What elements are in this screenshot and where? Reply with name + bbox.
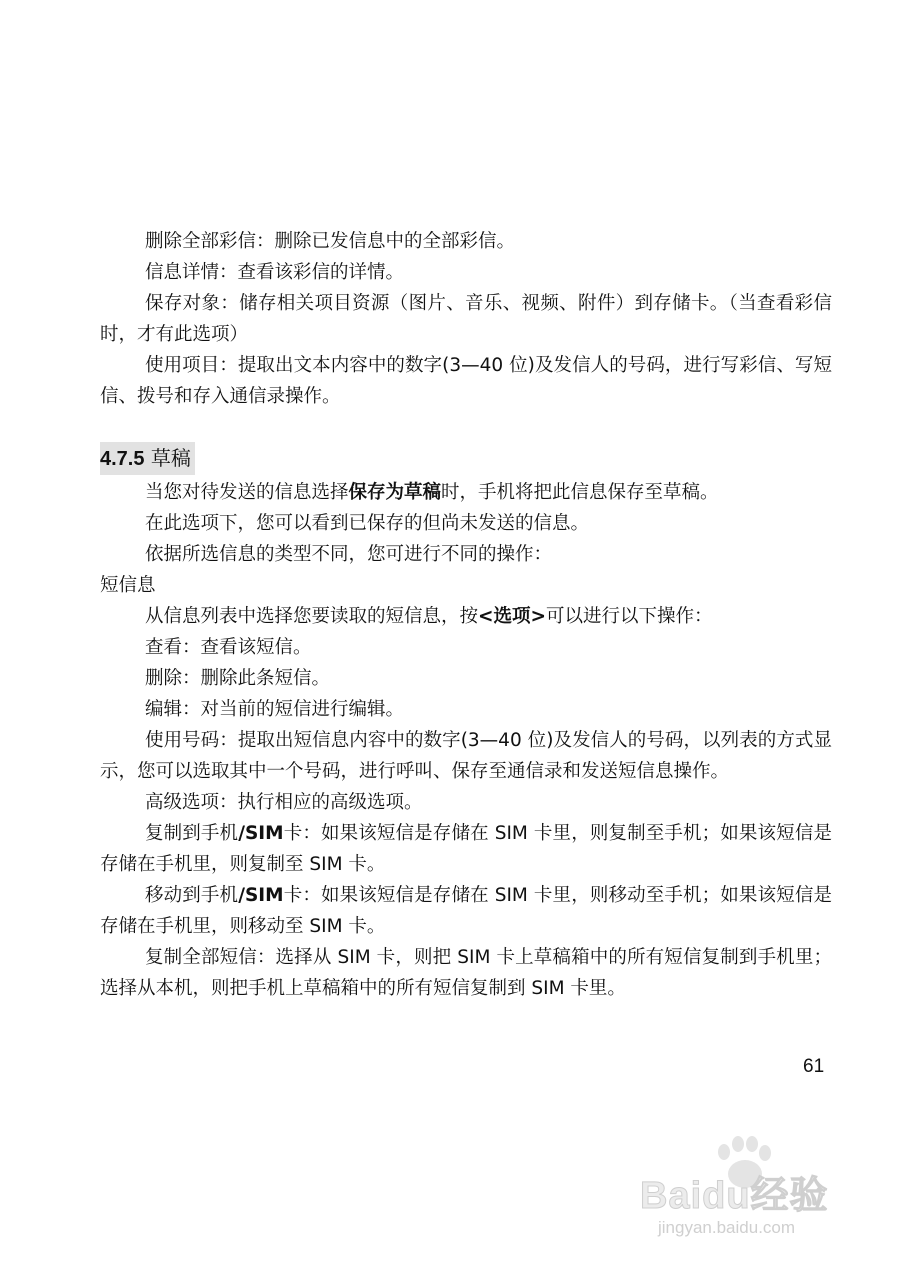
term: 删除： <box>145 668 201 689</box>
paragraph-save-object <box>100 288 832 350</box>
description: 删除已发信息中的全部彩信。 <box>274 231 516 252</box>
paragraph-draft-view: 在此选项下，您可以看到已保存的但尚未发送的信息。 <box>145 513 590 534</box>
term: 移动到手机 <box>145 885 239 906</box>
item-delete <box>100 663 832 694</box>
term: 高级选项： <box>145 792 238 813</box>
watermark-url: jingyan.baidu.com <box>658 1218 796 1237</box>
description: 选择从 SIM 卡，则把 SIM 卡上草稿箱中的所有短信复制到手机里；选择从本机，则把手机上草稿箱中的所有短信复制到 SIM 卡里。 <box>100 947 832 999</box>
page-number: 61 <box>803 1056 825 1077</box>
description: 如果该短信是存储在 SIM 卡里，则移动至手机；如果该短信是存储在手机里，则移动至 SIM 卡。 <box>100 885 832 937</box>
description: 查看该彩信的详情。 <box>237 262 405 283</box>
intro-text: 当您对待发送的信息选择 <box>145 482 349 503</box>
description: 如果该短信是存储在 SIM 卡里，则复制至手机；如果该短信是存储在手机里，则复制至 SIM 卡。 <box>100 823 832 875</box>
paragraph-draft-intro <box>100 477 832 508</box>
paragraph-message-details <box>100 257 832 288</box>
save-as-draft-term: 保存为草稿 <box>348 482 442 503</box>
item-view <box>100 632 832 663</box>
description: 查看该短信。 <box>200 637 312 658</box>
item-advanced <box>100 787 832 818</box>
baidu-watermark <box>640 1136 860 1246</box>
document-body <box>100 226 832 1004</box>
sms-text-end: 可以进行以下操作： <box>546 606 713 627</box>
paragraph-sms-select <box>100 601 832 632</box>
section-title: 草稿 <box>150 446 191 470</box>
description: 删除此条短信。 <box>200 668 331 689</box>
paragraph-use-item <box>100 350 832 412</box>
sms-text: 从信息列表中选择您要读取的短信息，按 <box>145 606 479 627</box>
paragraph-draft-ops: 依据所选信息的类型不同，您可进行不同的操作： <box>145 544 553 565</box>
description: 执行相应的高级选项。 <box>237 792 423 813</box>
term: 复制全部短信： <box>145 947 276 968</box>
sub-heading-sms: 短信息 <box>100 575 156 596</box>
watermark-logo: Baidu经验 <box>640 1175 829 1217</box>
term: 使用号码： <box>145 730 238 751</box>
description: 提取出文本内容中的数字(3—40 位)及发信人的号码，进行写彩信、写短信、拨号和存入通信录操作。 <box>100 355 832 407</box>
term-sim: /SIM <box>238 885 284 906</box>
item-copy-all-sms <box>100 942 832 1004</box>
description: 提取出短信息内容中的数字(3—40 位)及发信人的号码，以列表的方式显示，您可以选取其中一个号码，进行呼叫、保存至通信录和发送短信息操作。 <box>100 730 832 782</box>
term-end: 卡： <box>283 885 321 906</box>
term: 删除全部彩信： <box>145 231 275 252</box>
options-key: <选项> <box>478 606 547 627</box>
term: 保存对象： <box>145 293 240 314</box>
section-heading <box>100 442 195 475</box>
item-edit <box>100 694 832 725</box>
intro-text-end: 时，手机将把此信息保存至草稿。 <box>441 482 719 503</box>
item-use-number <box>100 725 832 787</box>
description: 储存相关项目资源（图片、音乐、视频、附件）到存储卡。（当查看彩信时，才有此选项） <box>100 293 832 345</box>
term: 查看： <box>145 637 201 658</box>
term: 编辑： <box>145 699 201 720</box>
term: 复制到手机 <box>145 823 239 844</box>
term-end: 卡： <box>283 823 321 844</box>
paragraph-delete-all-mms <box>100 226 832 257</box>
section-number: 4.7.5 <box>100 448 145 470</box>
term: 信息详情： <box>145 262 238 283</box>
description: 对当前的短信进行编辑。 <box>200 699 405 720</box>
item-copy-to-phone-sim <box>100 818 832 880</box>
term: 使用项目： <box>145 355 238 376</box>
item-move-to-phone-sim <box>100 880 832 942</box>
term-sim: /SIM <box>238 823 284 844</box>
